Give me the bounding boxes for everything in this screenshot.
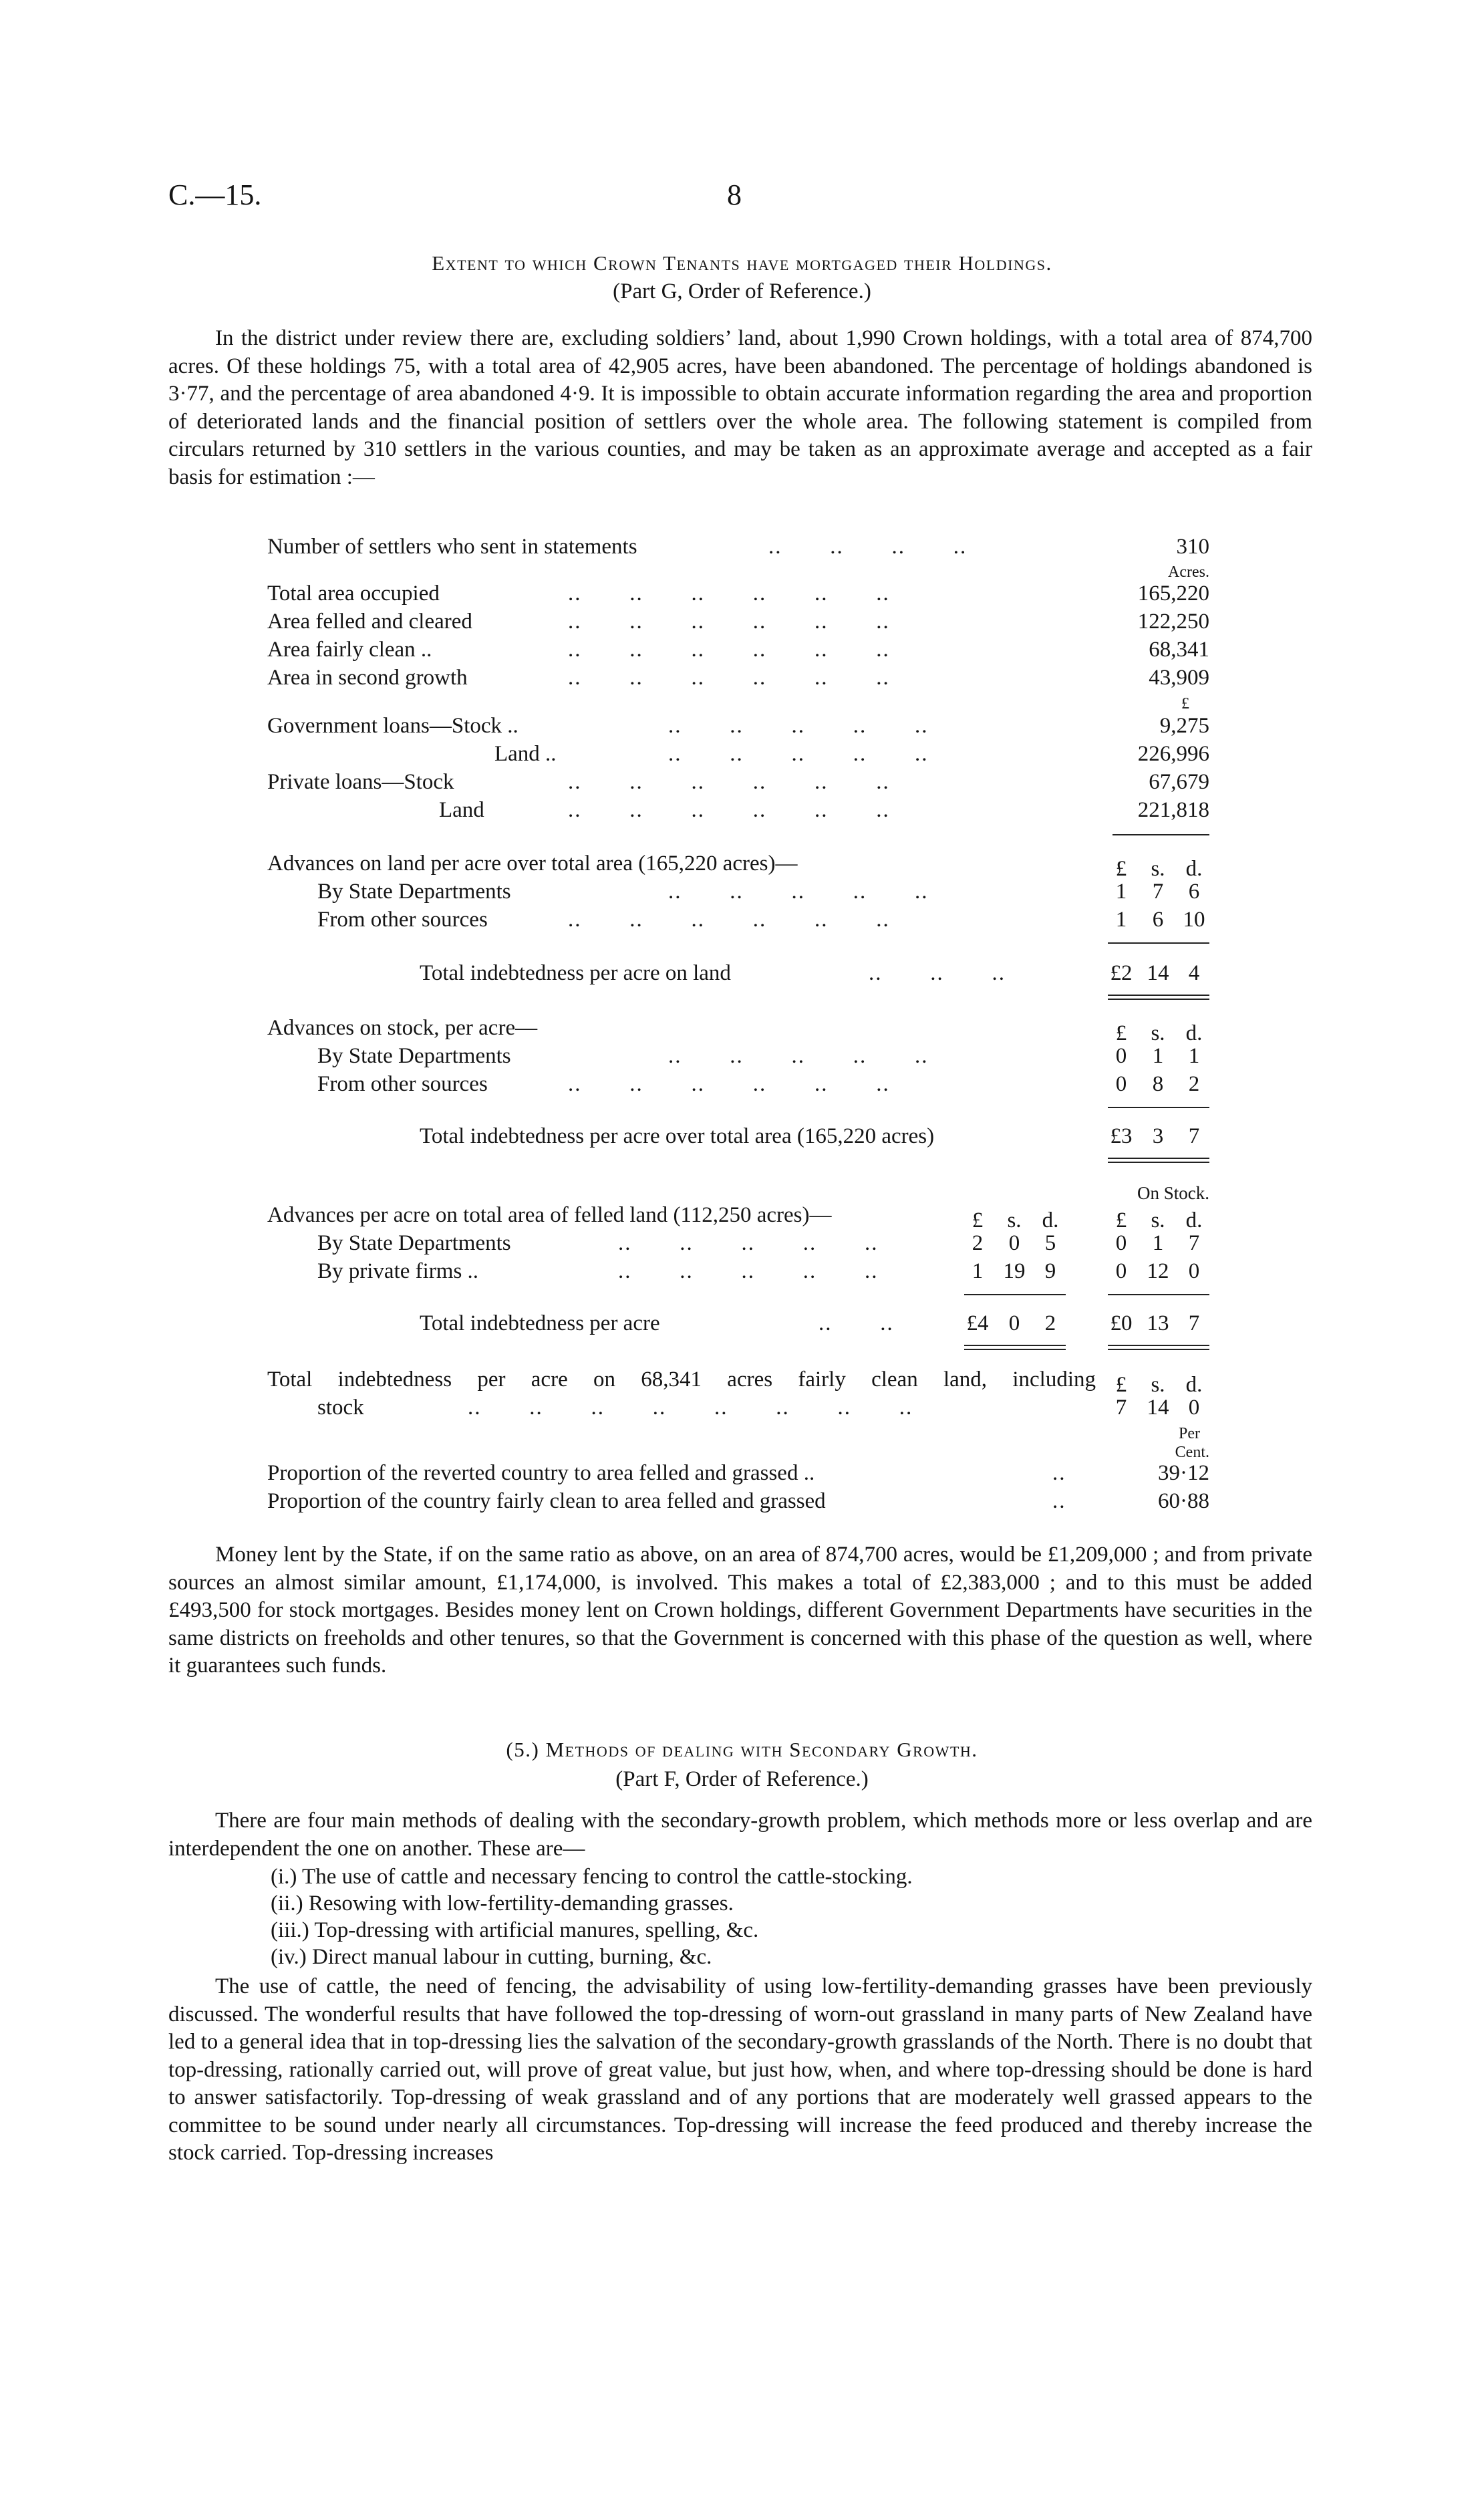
advance-shillings: 1 (1152, 1044, 1164, 1068)
advance-pounds: 1 (1115, 880, 1127, 904)
page-number: 8 (727, 178, 742, 211)
shilling-col-head: s. (1007, 1208, 1022, 1232)
pence-col-head: d. (1185, 1021, 1203, 1045)
doc-reference: C.—15. (168, 178, 262, 211)
leader-dots: .. .. .. .. .. (618, 1259, 879, 1283)
method-item: (ii.) Resowing with low-fertility-demanding grasses. (271, 1891, 734, 1916)
advance-row-label: By private firms .. (317, 1259, 479, 1283)
leader-dots: .. .. .. .. .. .. (568, 638, 890, 662)
shilling-col-head: s. (1151, 1021, 1165, 1045)
loan-row-label: Government loans—Stock .. (267, 714, 518, 738)
pence-col-head: d. (1042, 1208, 1059, 1232)
felled-stock-total-pence: 7 (1188, 1311, 1200, 1335)
stock-shillings: 1 (1152, 1231, 1164, 1255)
advances-stock-heading: Advances on stock, per acre— (267, 1016, 538, 1040)
leader-dots: .. .. .. .. .. .. .. .. (468, 1396, 913, 1420)
leader-dots: .. .. .. .. .. (668, 742, 929, 766)
proportion-value: 39·12 (1158, 1461, 1209, 1485)
leader-dots: .. (1052, 1461, 1066, 1485)
section-title-mortgages: Extent to which Crown Tenants have mortgaged their Holdings. (432, 251, 1052, 275)
pence-col-head: d. (1185, 1373, 1203, 1397)
leader-dots: .. .. .. .. .. (668, 1044, 929, 1068)
money-text: Money lent by the State, if on the same ratio as above, on an area of 874,700 acres, would be £1,209,000 ; and from private sources an almost similar amount, £1,174,000, is involved. This makes a total of £2,383,000 ; and to this must be added £493,500 for stock mortgages. Besides money lent on Crown holdings, different Government Departments have securities in the same districts on freeholds and other tenures, so that the Government is concerned with this phase of the question as well, where it guarantees such funds. (168, 1543, 1312, 1678)
stock-pound-col-head: £ (1115, 1208, 1127, 1232)
leader-dots: .. .. .. .. .. (668, 880, 929, 904)
leader-dots: .. .. .. .. .. .. (568, 798, 890, 822)
advance-row-label: By State Departments (317, 880, 511, 904)
advance-pence: 9 (1044, 1259, 1056, 1283)
cent-heading: Cent. (1175, 1444, 1209, 1461)
proportion-label: Proportion of the reverted country to area felled and grassed .. (267, 1461, 815, 1485)
area-row-label: Area in second growth (267, 666, 468, 690)
leader-dots: .. .. .. .. .. (618, 1231, 879, 1255)
leader-dots: .. .. (819, 1311, 894, 1335)
methods-intro-paragraph (168, 1807, 1312, 1863)
methods-intro-text: There are four main methods of dealing with the secondary-growth problem, which methods more or less overlap and are interdependent the one on another. These are— (168, 1809, 1312, 1861)
felled-total-pounds: £4 (966, 1311, 989, 1335)
stock-shilling-col-head: s. (1151, 1208, 1165, 1232)
stock-pence: 0 (1188, 1259, 1200, 1283)
stock-pounds: 0 (1115, 1259, 1127, 1283)
advance-row-label: By State Departments (317, 1044, 511, 1068)
methods-list (271, 1863, 913, 1970)
land-total-shillings: 14 (1147, 961, 1169, 985)
advance-shillings: 0 (1008, 1231, 1020, 1255)
leader-dots: .. .. .. .. .. .. (568, 666, 890, 690)
advance-pounds: 2 (972, 1231, 984, 1255)
section-subtitle-part-f: (Part F, Order of Reference.) (615, 1767, 869, 1791)
stock-total-pounds: £3 (1110, 1124, 1133, 1148)
land-total-label: Total indebtedness per acre on land (420, 961, 731, 985)
leader-dots: .. .. .. .. (768, 535, 968, 559)
advance-row-label: From other sources (317, 908, 488, 932)
area-row-value: 68,341 (1149, 638, 1209, 662)
leader-dots: .. .. .. (869, 961, 1006, 985)
pound-col-head: £ (1115, 1373, 1127, 1397)
section-subtitle-part-g: (Part G, Order of Reference.) (613, 279, 871, 303)
fairly-clean-pounds: 7 (1115, 1396, 1127, 1420)
felled-total-pence: 2 (1044, 1311, 1056, 1335)
fairly-clean-pence: 0 (1188, 1396, 1200, 1420)
advance-pounds: 0 (1115, 1072, 1127, 1096)
advances-felled-heading: Advances per acre on total area of felled land (112,250 acres)— (267, 1203, 832, 1227)
stock-pence: 7 (1188, 1231, 1200, 1255)
pound-col-head: £ (1115, 857, 1127, 881)
section-title-secondary-growth: (5.) Methods of dealing with Secondary Growth. (506, 1738, 978, 1761)
fairly-clean-label: Total indebtedness per acre on 68,341 acres fairly clean land, including (267, 1367, 1096, 1392)
advance-pence: 1 (1188, 1044, 1200, 1068)
advance-shillings: 8 (1152, 1072, 1164, 1096)
on-stock-heading: On Stock. (1137, 1183, 1209, 1203)
stock-total-pence: 7 (1188, 1124, 1200, 1148)
leader-dots: .. .. .. .. .. (668, 714, 929, 738)
felled-total-label: Total indebtedness per acre (420, 1311, 660, 1335)
closing-paragraph (168, 1973, 1312, 2168)
leader-dots: .. .. .. .. .. .. (568, 1072, 890, 1096)
settlers-label: Number of settlers who sent in statements (267, 535, 637, 559)
loan-row-value: 226,996 (1137, 742, 1209, 766)
felled-stock-total-pounds: £0 (1110, 1311, 1133, 1335)
stock-shillings: 12 (1147, 1259, 1169, 1283)
loan-row-label: Private loans—Stock (267, 770, 454, 794)
proportion-label: Proportion of the country fairly clean to area felled and grassed (267, 1489, 826, 1513)
area-row-label: Area fairly clean .. (267, 638, 432, 662)
money-paragraph (168, 1541, 1312, 1680)
advance-pence: 5 (1044, 1231, 1056, 1255)
area-row-value: 165,220 (1137, 581, 1209, 606)
advance-pence: 2 (1188, 1072, 1200, 1096)
area-row-value: 43,909 (1149, 666, 1209, 690)
felled-stock-total-shillings: 13 (1147, 1311, 1169, 1335)
stock-pounds: 0 (1115, 1231, 1127, 1255)
stock-total-label: Total indebtedness per acre over total area (165,220 acres) (420, 1124, 935, 1148)
advance-row-label: By State Departments (317, 1231, 511, 1255)
advance-pounds: 1 (1115, 908, 1127, 932)
felled-total-shillings: 0 (1008, 1311, 1020, 1335)
land-total-pounds: £2 (1110, 961, 1133, 985)
method-item: (iii.) Top-dressing with artificial manures, spelling, &c. (271, 1918, 759, 1942)
advance-shillings: 19 (1003, 1259, 1026, 1283)
advance-row-label: From other sources (317, 1072, 488, 1096)
method-item: (i.) The use of cattle and necessary fencing to control the cattle-stocking. (271, 1865, 913, 1889)
area-row-value: 122,250 (1137, 610, 1209, 634)
leader-dots: .. .. .. .. .. .. (568, 908, 890, 932)
land-total-pence: 4 (1188, 961, 1200, 985)
proportion-value: 60·88 (1158, 1489, 1209, 1513)
stock-total-shillings: 3 (1152, 1124, 1164, 1148)
leader-dots: .. .. .. .. .. .. (568, 610, 890, 634)
shilling-col-head: s. (1151, 1373, 1165, 1397)
leader-dots: .. .. .. .. .. .. (568, 581, 890, 606)
loan-row-value: 221,818 (1137, 798, 1209, 822)
advance-pounds: 1 (972, 1259, 984, 1283)
advance-pence: 6 (1188, 880, 1200, 904)
pound-col-head: £ (1115, 1021, 1127, 1045)
shilling-col-head: s. (1151, 857, 1165, 881)
loan-row-value: 9,275 (1159, 714, 1209, 738)
fairly-clean-shillings: 14 (1147, 1396, 1169, 1420)
acres-heading: Acres. (1168, 563, 1209, 581)
leader-dots: .. (1052, 1489, 1066, 1513)
loan-row-label: Land .. (494, 742, 557, 766)
pence-col-head: d. (1185, 857, 1203, 881)
fairly-clean-label-cont: stock (317, 1396, 364, 1420)
loan-row-label: Land (439, 798, 484, 822)
stock-pence-col-head: d. (1185, 1208, 1203, 1232)
pound-col-head: £ (972, 1208, 984, 1232)
method-item: (iv.) Direct manual labour in cutting, burning, &c. (271, 1945, 712, 1969)
fairly-clean-block (267, 0, 1209, 1537)
advance-shillings: 7 (1152, 880, 1164, 904)
closing-text: The use of cattle, the need of fencing, the advisability of using low-fertility-demanding grasses have been previously discussed. The wonderful results that have followed the top-dressing of worn-out grassland in many parts of New Zealand have led to a general idea that in top-dressing lies the salvation of the secondary-growth grasslands of the North. There is no doubt that top-dressing, rationally carried out, will prove of great value, but just how, when, and where top-dressing should be done is hard to answer satisfactorily. Top-dressing of weak grassland and of any portions that are moderately well grassed appears to the committee to be sound under nearly all circumstances. Top-dressing will increase the feed produced and thereby increase the stock carried. Top-dressing increases (168, 1974, 1312, 2165)
advance-pounds: 0 (1115, 1044, 1127, 1068)
area-row-label: Total area occupied (267, 581, 440, 606)
advance-pence: 10 (1183, 908, 1205, 932)
leader-dots: .. .. .. .. .. .. (568, 770, 890, 794)
pound-heading: £ (1181, 695, 1189, 712)
loan-row-value: 67,679 (1149, 770, 1209, 794)
advance-shillings: 6 (1152, 908, 1164, 932)
settlers-value: 310 (1176, 535, 1209, 559)
intro-text: In the district under review there are, excluding soldiers’ land, about 1,990 Crown holdings, with a total area of 874,700 acres. Of these holdings 75, with a total area of 42,905 acres, have been abandoned. The percentage of holdings abandoned is 3·77, and the percentage of area abandoned 4·9. It is impossible to obtain accurate information regarding the area and proportion of deteriorated lands and the financial position of settlers over the whole area. The following statement is compiled from circulars returned by 310 settlers in the various counties, and may be taken as an approximate average and accepted as a fair basis for estimation :— (168, 326, 1312, 489)
area-row-label: Area felled and cleared (267, 610, 472, 634)
advances-land-heading: Advances on land per acre over total area (165,220 acres)— (267, 851, 798, 876)
per-heading: Per (1179, 1425, 1200, 1442)
